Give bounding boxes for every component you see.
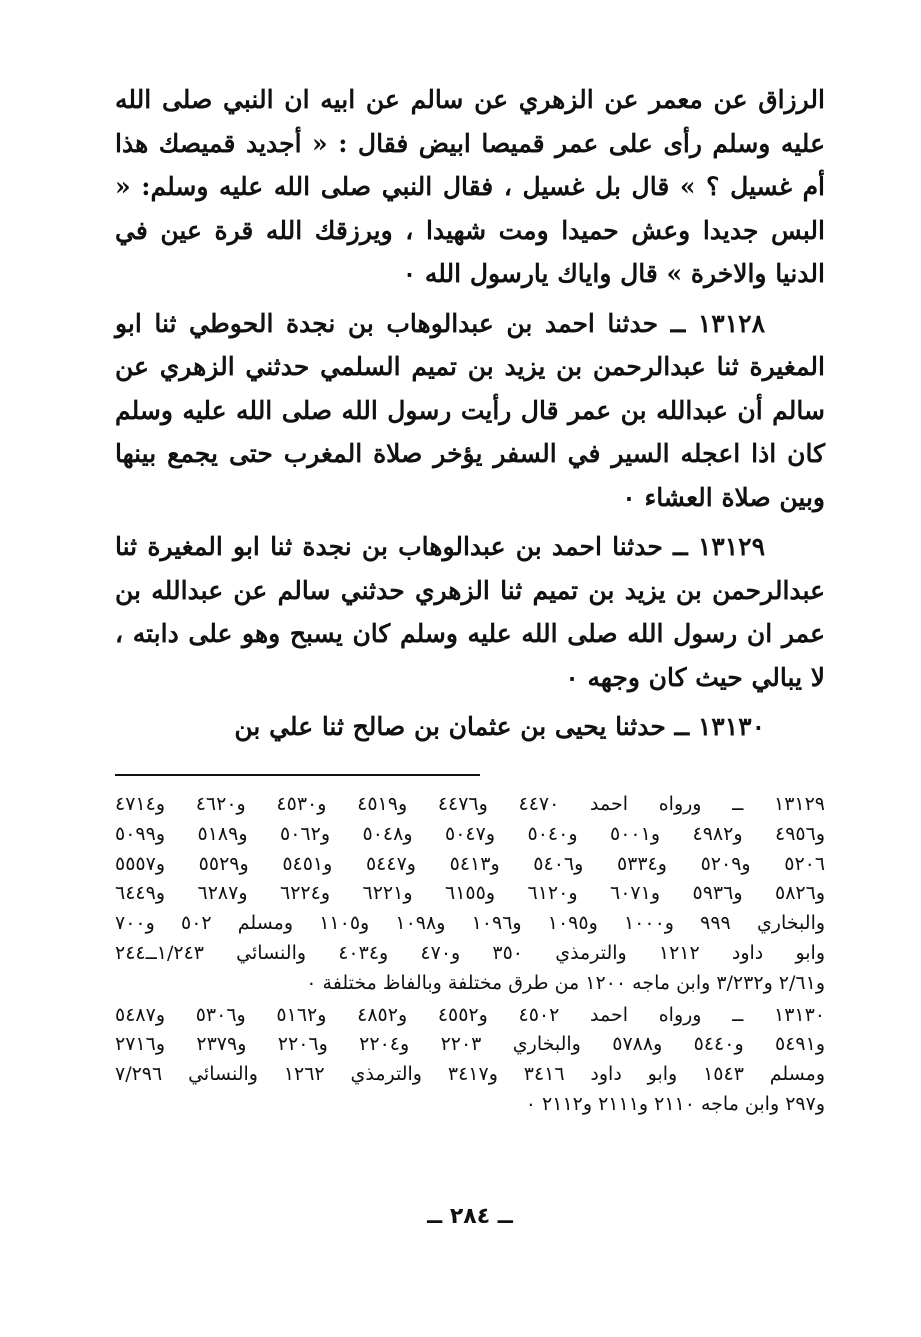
footnote-line: و٥٤٩١ و٥٤٤٠ و٥٧٨٨ والبخاري ٢٢٠٣ و٢٢٠٤ و٢٢٠٦ و٢٣٧٩ و٢٧١٦ [115, 1033, 825, 1056]
document-page [115, 78, 825, 1318]
footnote-13130 [115, 1001, 825, 1120]
footnote-line: ومسلم ١٥٤٣ وابو داود ٣٤١٦ و٣٤١٧ والترمذي ١٢٦٢ والنسائي ٧/٢٩٦ [115, 1063, 825, 1086]
hadith-13128: ١٣١٢٨ ــ حدثنا احمد بن عبدالوهاب بن نجدة الحوطي ثنا ابو المغيرة ثنا عبدالرحمن بن يزيد بن تميم السلمي حدثني الزهري عن سالم أن عبدالله بن عمر قال رأيت رسول الله صلى الله عليه وسلم كان اذا اعجله السير في السفر يؤخر صلاة المغرب حتى يجمع بينها وبين صلاة العشاء ٠ [115, 308, 825, 512]
page-number: ــ ٢٨٤ ــ [427, 1204, 513, 1229]
footnote-line: ١٣١٣٠ ــ ورواه احمد ٤٥٠٢ و٤٥٥٢ و٤٨٥٢ و٥١٦٢ و٥٣٠٦ و٥٤٨٧ [115, 1003, 825, 1026]
footnote-line: ٥٢٠٦ و٥٢٠٩ و٥٣٣٤ و٥٤٠٦ و٥٤١٣ و٥٤٤٧ و٥٤٥١ و٥٥٢٩ و٥٥٥٧ [115, 852, 825, 875]
main-text [115, 78, 825, 749]
paragraph-continuation: الرزاق عن معمر عن الزهري عن سالم عن ابيه ان النبي صلى الله عليه وسلم رأى على عمر قميصا ابيض فقال : « أجديد قميصك هذا أم غسيل ؟ » قال بل غسيل ، فقال النبي صلى الله عليه وسلم: « البس جديدا وعش حميدا ومت شهيدا ، ويرزقك الله قرة عين في الدنيا والاخرة » قال واياك يارسول الله ٠ [115, 85, 825, 288]
footnote-line: و٤٩٥٦ و٤٩٨٢ و٥٠٠١ و٥٠٤٠ و٥٠٤٧ و٥٠٤٨ و٥٠٦٢ و٥١٨٩ و٥٠٩٩ [115, 822, 825, 845]
footnote-13129 [115, 790, 825, 999]
footnote-line: والبخاري ٩٩٩ و١٠٠٠ و١٠٩٥ و١٠٩٦ و١٠٩٨ و١١٠٥ ومسلم ٥٠٢ و٧٠٠ [115, 912, 825, 935]
footnote-line: و٥٨٢٦ و٥٩٣٦ و٦٠٧١ و٦١٢٠ و٦١٥٥ و٦٢٢١ و٦٢٢٤ و٦٢٨٧ و٦٤٤٩ [115, 882, 825, 905]
footnotes [115, 790, 825, 1120]
footnote-line: و٢٩٧ وابن ماجه ٢١١٠ و٢١١١ و٢١١٢ ٠ [525, 1092, 825, 1115]
hadith-13129: ١٣١٢٩ ــ حدثنا احمد بن عبدالوهاب بن نجدة ثنا ابو المغيرة ثنا عبدالرحمن بن يزيد بن تميم ثنا الزهري حدثني سالم عن عبدالله بن عمر ان رسول الله صلى الله عليه وسلم كان يسبح وهو على دابته ، لا يبالي حيث كان وجهه ٠ [115, 532, 825, 692]
footnote-line: وابو داود ١٢١٢ والترمذي ٣٥٠ و٤٧٠ و٤٠٣٤ والنسائي ١/٢٤٣ــ٢٤٤ [115, 941, 825, 964]
footnote-separator [115, 774, 480, 776]
hadith-13130: ١٣١٣٠ ــ حدثنا يحيى بن عثمان بن صالح ثنا علي بن [234, 712, 765, 741]
footnote-line: ١٣١٢٩ ــ ورواه احمد ٤٤٧٠ و٤٤٧٦ و٤٥١٩ و٤٥٣٠ و٤٦٢٠ و٤٧١٤ [115, 793, 825, 815]
footnote-line: و٢/٦١ و٣/٢٣٢ وابن ماجه ١٢٠٠ من طرق مختلفة وبالفاظ مختلفة ٠ [306, 971, 825, 994]
